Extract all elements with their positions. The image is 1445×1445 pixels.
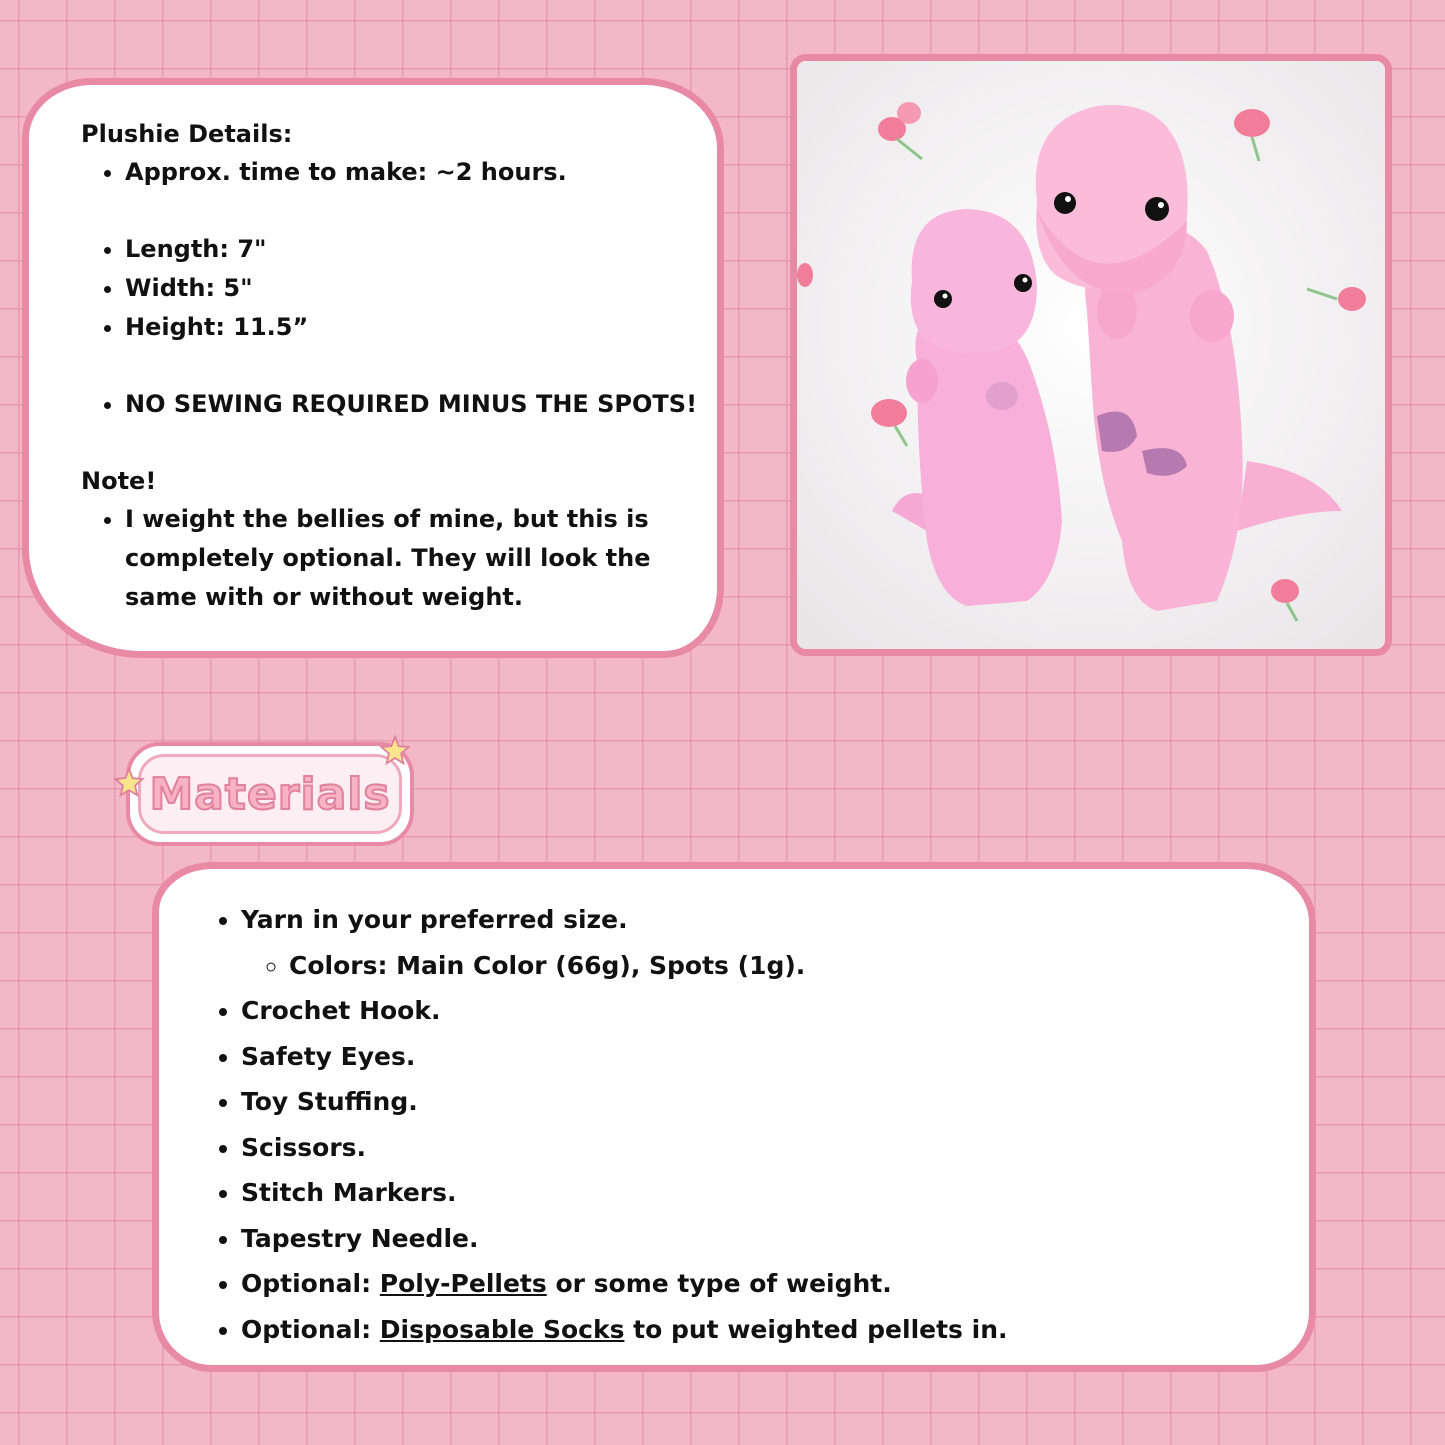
length-item: • Length: 7" xyxy=(125,230,707,269)
spacer xyxy=(125,347,707,385)
note-item: • I weight the bellies of mine, but this is completely optional. They will look the same with or without weight. xyxy=(125,500,707,617)
colors-item: ◦ Colors: Main Color (66g), Spots (1g). xyxy=(289,943,1289,989)
details-heading: Plushie Details: xyxy=(81,120,293,148)
width-item: • Width: 5" xyxy=(125,269,707,308)
height-item: • Height: 11.5” xyxy=(125,308,707,347)
poly-pellets-link[interactable]: Poly-Pellets xyxy=(379,1269,547,1298)
list-item: • Crochet Hook. xyxy=(241,988,1289,1034)
list-item: • Optional: Poly-Pellets or some type of weight. xyxy=(241,1261,1289,1307)
disposable-socks-link[interactable]: Disposable Socks xyxy=(379,1314,625,1344)
list-item: • Yarn in your preferred size. ◦ Colors: Main Color (66g), Spots (1g). xyxy=(241,897,1289,988)
yarn-sublist xyxy=(241,943,1289,989)
materials-list xyxy=(197,897,1289,1352)
list-item: • Toy Stuffing. xyxy=(241,1079,1289,1125)
note-heading: Note! xyxy=(81,467,157,495)
materials-title: Materials xyxy=(149,768,391,820)
plushie-details-card xyxy=(22,78,724,658)
sewing-item: • NO SEWING REQUIRED MINUS THE SPOTS! xyxy=(125,385,707,424)
star-icon xyxy=(112,766,146,800)
list-item: • Optional: Disposable Socks to put weighted pellets in. xyxy=(241,1307,1289,1353)
star-icon xyxy=(378,734,412,768)
plushie-photo xyxy=(790,54,1392,656)
list-item: • Stitch Markers. xyxy=(241,1170,1289,1216)
spacer xyxy=(125,192,707,230)
time-item: • Approx. time to make: ~2 hours. xyxy=(125,153,707,192)
materials-badge xyxy=(126,742,414,846)
details-list xyxy=(81,153,707,424)
materials-card xyxy=(152,862,1316,1372)
list-item: • Safety Eyes. xyxy=(241,1034,1289,1080)
note-list xyxy=(81,500,707,617)
plushie-illustration xyxy=(797,61,1385,649)
list-item: • Scissors. xyxy=(241,1125,1289,1171)
list-item: • Tapestry Needle. xyxy=(241,1216,1289,1262)
